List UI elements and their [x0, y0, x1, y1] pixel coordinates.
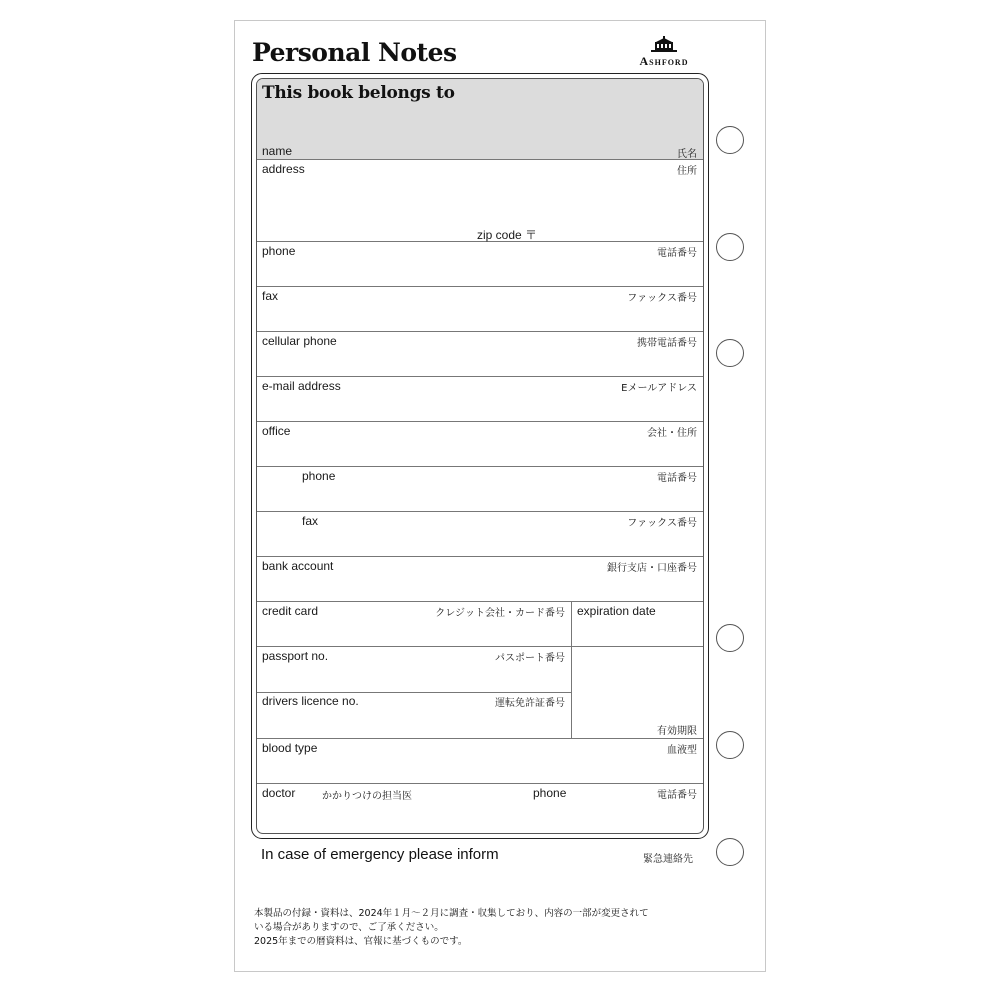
blood-type-label: blood type — [262, 741, 318, 755]
binder-hole — [716, 233, 744, 261]
binder-hole — [716, 126, 744, 154]
address-label: address — [262, 162, 305, 176]
building-icon — [651, 36, 677, 52]
validity-label: 有効期限 — [657, 726, 697, 737]
office-phone-label-jp: 電話番号 — [657, 473, 697, 484]
binder-hole — [716, 838, 744, 866]
brand-name: Ashford — [639, 54, 689, 68]
office-row[interactable] — [257, 422, 703, 467]
binder-hole — [716, 731, 744, 759]
bank-label-jp: 銀行支店・口座番号 — [607, 563, 697, 574]
fax-label-jp: ファックス番号 — [627, 293, 697, 304]
bank-row[interactable] — [257, 557, 703, 602]
passport-label-jp: パスポート番号 — [495, 653, 565, 664]
emergency-heading-jp: 緊急連絡先 — [643, 854, 693, 865]
footnote-line: 本製品の付録・資料は、2024年１月～２月に調査・収集しており、内容の一部が変更されて — [254, 908, 649, 919]
doctor-row[interactable] — [257, 784, 703, 834]
doctor-phone-label-jp: 電話番号 — [657, 790, 697, 801]
doctor-phone-label: phone — [533, 786, 567, 800]
email-label-jp: Eメールアドレス — [621, 383, 697, 394]
office-fax-row[interactable] — [257, 512, 703, 557]
binder-hole — [716, 339, 744, 367]
licence-label-jp: 運転免許証番号 — [495, 698, 565, 709]
brand-logo — [628, 36, 700, 72]
address-row[interactable] — [257, 160, 703, 242]
office-phone-row[interactable] — [257, 467, 703, 512]
phone-label-jp: 電話番号 — [657, 248, 697, 259]
address-label-jp: 住所 — [677, 166, 697, 177]
passport-row[interactable] — [257, 647, 703, 692]
emergency-heading: In case of emergency please inform — [261, 846, 499, 863]
fax-row[interactable] — [257, 287, 703, 332]
doctor-label: doctor — [262, 786, 296, 800]
fax-label: fax — [262, 289, 279, 303]
belongs-to-heading: This book belongs to — [262, 83, 455, 103]
date-column-divider — [571, 602, 572, 739]
footnote-line: 2025年までの暦資料は、官報に基づくものです。 — [254, 936, 468, 947]
doctor-label-jp: かかりつけの担当医 — [322, 791, 412, 802]
phone-label: phone — [262, 244, 296, 258]
cellular-row[interactable] — [257, 332, 703, 377]
email-row[interactable] — [257, 377, 703, 422]
office-phone-label: phone — [302, 469, 336, 483]
footnote — [254, 907, 724, 949]
cellular-label: cellular phone — [262, 334, 337, 348]
email-label: e-mail address — [262, 379, 341, 393]
credit-card-label-jp: クレジット会社・カード番号 — [435, 608, 565, 619]
name-label-jp: 氏名 — [677, 149, 697, 160]
belongs-to-band — [257, 79, 703, 160]
credit-card-label: credit card — [262, 604, 319, 618]
licence-label: drivers licence no. — [262, 694, 359, 708]
blood-type-row[interactable] — [257, 739, 703, 784]
footnote-line: いる場合がありますので、ご了承ください。 — [254, 922, 444, 933]
page-title: Personal Notes — [252, 38, 457, 67]
zip-code-label: zip code 〒 — [477, 228, 538, 242]
office-label-jp: 会社・住所 — [647, 428, 697, 439]
personal-info-form — [256, 78, 704, 834]
cellular-label-jp: 携帯電話番号 — [637, 338, 697, 349]
licence-row[interactable] — [257, 692, 703, 739]
phone-row[interactable] — [257, 242, 703, 287]
bank-label: bank account — [262, 559, 334, 573]
expiration-date-label: expiration date — [577, 604, 656, 618]
blood-type-label-jp: 血液型 — [667, 745, 697, 756]
passport-label: passport no. — [262, 649, 329, 663]
name-label: name — [262, 144, 293, 158]
office-fax-label-jp: ファックス番号 — [627, 518, 697, 529]
office-label: office — [262, 424, 291, 438]
binder-hole — [716, 624, 744, 652]
credit-card-row[interactable] — [257, 602, 703, 647]
office-fax-label: fax — [302, 514, 319, 528]
